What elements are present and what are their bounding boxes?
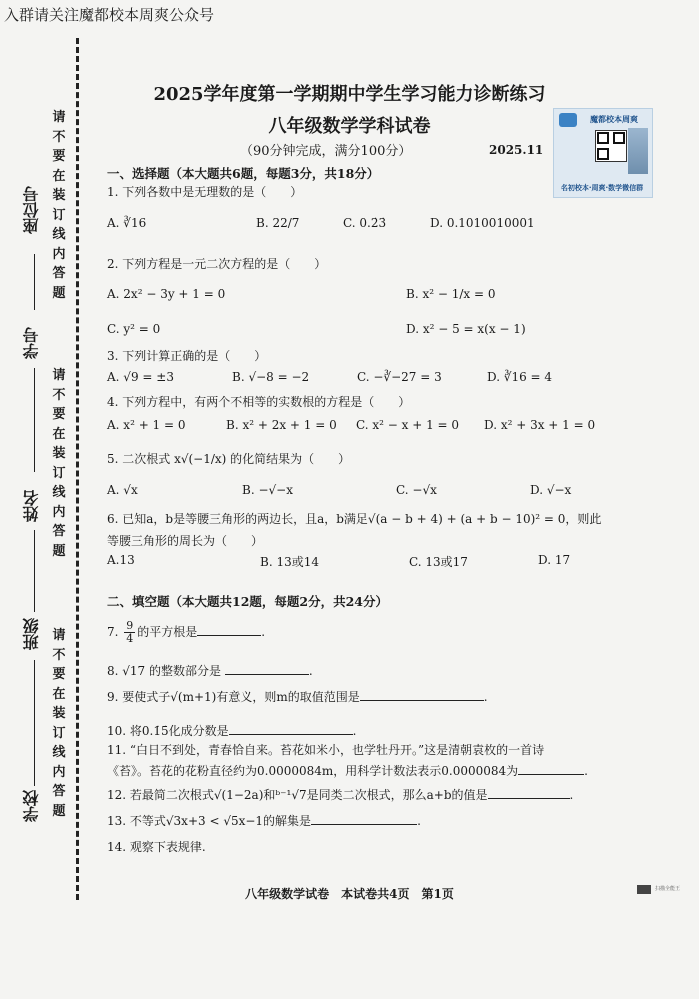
question-3-option-a: A. √9 = ±3	[107, 370, 174, 384]
question-3-option-b: B. √−8 = −2	[232, 370, 310, 384]
margin-warning: 请 不 要 在 装 订 线 内 答 题	[52, 368, 66, 559]
question-1-option-c: C. 0.2̇3̇	[343, 216, 387, 230]
question-5-stem: 5. 二次根式 x√(−1/x) 的化简结果为（ ）	[107, 452, 351, 466]
question-4-option-a: A. x² + 1 = 0	[107, 418, 186, 432]
question-13: 13. 不等式√3x+3 < √5x−1的解集是 .	[107, 814, 421, 828]
question-2-option-b: B. x² − 1/x = 0	[406, 287, 496, 301]
question-14: 14. 观察下表规律.	[107, 840, 206, 854]
answer-blank-8[interactable]	[225, 662, 309, 675]
margin-label-name: 姓名	[22, 490, 41, 522]
qr-heading: 魔都校本周爽	[590, 115, 638, 124]
question-2-option-a: A. 2x² − 3y + 1 = 0	[107, 287, 226, 301]
question-5-option-a: A. √x	[107, 483, 138, 497]
question-3-option-c: C. −∛−27 = 3	[357, 370, 442, 384]
qr-code-icon[interactable]	[595, 130, 627, 162]
margin-label-school: 学校	[22, 790, 41, 822]
question-6-option-a: A.13	[107, 553, 135, 567]
question-2-stem: 2. 下列方程是一元二次方程的是（ ）	[107, 257, 327, 271]
margin-fill-line	[34, 254, 35, 310]
question-5-option-b: B. −√−x	[242, 483, 293, 497]
answer-blank-11[interactable]	[518, 762, 584, 775]
question-2-option-c: C. y² = 0	[107, 322, 161, 336]
margin-fill-line	[34, 530, 35, 612]
answer-blank-12[interactable]	[488, 786, 570, 799]
question-6-stem-continued: 等腰三角形的周长为（ ）	[107, 534, 264, 548]
section2-heading: 二、填空题（本大题共12题，每题2分，共24分）	[107, 594, 388, 609]
question-6-stem: 6. 已知a，b是等腰三角形的两边长，且a，b满足√(a − b + 4) + (a + b − 10)² = 0，则此	[107, 512, 602, 526]
margin-warning: 请 不 要 在 装 订 线 内 答 题	[52, 110, 66, 301]
header-note: 入群请关注魔都校本周爽公众号	[4, 6, 215, 24]
qr-footer: 名初校本·周爽·数学微信群	[560, 184, 644, 192]
question-3-option-d: D. ∛16 = 4	[487, 370, 553, 384]
answer-blank-13[interactable]	[311, 812, 417, 825]
scanner-logo-icon	[637, 885, 651, 894]
question-1-option-d: D. 0.1010010001	[430, 216, 535, 230]
question-5-option-d: D. √−x	[530, 483, 572, 497]
exam-subtitle: 八年级数学学科试卷	[268, 116, 431, 137]
question-1-stem: 1. 下列各数中是无理数的是（ ）	[107, 185, 303, 199]
question-12: 12. 若最简二次根式√(1−2a)和ᵇ⁻¹√7是同类二次根式，那么a+b的值是 .	[107, 788, 574, 802]
question-4-option-b: B. x² + 2x + 1 = 0	[226, 418, 337, 432]
margin-fill-line	[34, 660, 35, 786]
question-1-option-b: B. 22/7	[256, 216, 300, 230]
question-8: 8. √17 的整数部分是 .	[107, 664, 313, 678]
question-7: 7. $\frac{9}{4}$ 的平方根是 .	[107, 619, 266, 645]
question-6-option-c: C. 13或17	[409, 555, 468, 569]
question-5-option-c: C. −√x	[396, 483, 437, 497]
question-1-option-a: A. ∛16	[107, 216, 147, 230]
answer-blank-10[interactable]	[229, 722, 353, 735]
margin-label-class: 班级	[22, 618, 41, 650]
question-11: 11. “白日不到处，青春恰自来。苔花如米小，也学牡丹开。”这是清朝袁枚的一首诗	[107, 743, 545, 757]
question-3-stem: 3. 下列计算正确的是（ ）	[107, 349, 267, 363]
question-9: 9. 要使式子√(m+1)有意义，则m的取值范围是 .	[107, 690, 488, 704]
answer-blank-9[interactable]	[360, 688, 484, 701]
fraction-numerator: 9	[126, 619, 134, 632]
margin-label-seat: 座位号	[22, 186, 41, 234]
page-footer: 八年级数学试卷 本试卷共4页 第1页	[245, 887, 454, 901]
answer-blank-7[interactable]	[197, 623, 261, 636]
exam-date: 2025.11	[489, 143, 544, 157]
margin-fill-line	[34, 368, 35, 472]
time-note: （90分钟完成，满分100分）	[240, 144, 412, 159]
question-2-option-d: D. x² − 5 = x(x − 1)	[406, 322, 526, 336]
scanner-stamp: 扫描全能王	[655, 886, 681, 892]
section1-heading: 一、选择题（本大题共6题，每题3分，共18分）	[107, 166, 380, 181]
fraction-denominator: 4	[126, 632, 134, 645]
binding-dashed-line	[76, 38, 79, 900]
margin-warning: 请 不 要 在 装 订 线 内 答 题	[52, 628, 66, 819]
question-6-option-d: D. 17	[538, 553, 571, 567]
brand-logo-icon	[559, 113, 577, 127]
question-4-option-c: C. x² − x + 1 = 0	[356, 418, 460, 432]
question-6-option-b: B. 13或14	[260, 555, 319, 569]
margin-label-student-id: 学号	[22, 327, 41, 359]
question-4-option-d: D. x² + 3x + 1 = 0	[484, 418, 596, 432]
skyline-illustration	[628, 128, 648, 174]
question-10: 10. 将0.1̇5̇化成分数是 .	[107, 724, 357, 738]
exam-title: 2025学年度第一学期期中学生学习能力诊断练习	[153, 84, 546, 105]
question-11-continued: 《苔》。苔花的花粉直径约为0.0000084m，用科学计数法表示0.0000084为 .	[107, 764, 588, 778]
question-4-stem: 4. 下列方程中，有两个不相等的实数根的方程是（ ）	[107, 395, 411, 409]
